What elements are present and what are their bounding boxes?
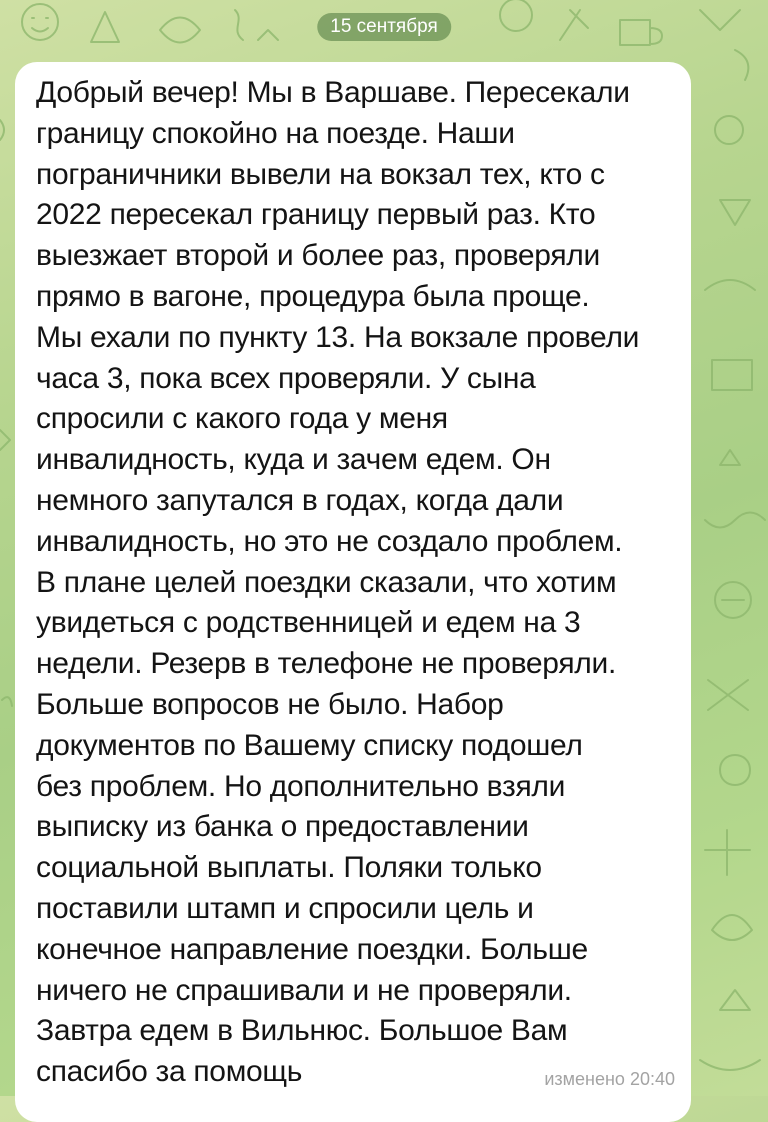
- message-line: границу спокойно на поезде. Наши: [36, 116, 515, 150]
- message-line: выписку из банка о предоставлении: [36, 810, 529, 844]
- message-line: увидеться с родственницей и едем на 3: [36, 606, 581, 640]
- message-line: Больше вопросов не было. Набор: [36, 687, 504, 721]
- message-time: 20:40: [629, 1069, 675, 1089]
- message-line: В плане целей поездки сказали, что хотим: [36, 565, 617, 599]
- message-line: Добрый вечер! Мы в Варшаве. Пересекали: [36, 76, 630, 109]
- message-line: Завтра едем в Вильнюс. Большое Вам: [36, 1014, 568, 1048]
- message-line: Мы ехали по пункту 13. На вокзале провели: [36, 320, 640, 354]
- message-line: выезжает второй и более раз, проверяли: [36, 239, 600, 273]
- message-line: инвалидность, куда и зачем едем. Он: [36, 443, 551, 477]
- message-line: без проблем. Но дополнительно взяли: [36, 769, 566, 803]
- message-line: часа 3, пока всех проверяли. У сына: [36, 361, 536, 395]
- message-line: социальной выплаты. Поляки только: [36, 851, 542, 885]
- message-line: ничего не спрашивали и не проверяли.: [36, 973, 572, 1007]
- edited-label: изменено: [544, 1069, 625, 1089]
- message-line: поставили штамп и спросили цель и: [36, 891, 534, 925]
- message-line: прямо в вагоне, процедура была проще.: [36, 279, 590, 313]
- message-line: недели. Резерв в телефоне не проверяли.: [36, 647, 616, 681]
- message-bubble[interactable]: [15, 62, 691, 1122]
- message-line: немного запутался в годах, когда дали: [36, 483, 564, 517]
- date-separator: 15 сентября: [317, 13, 451, 41]
- message-line: инвалидность, но это не создало проблем.: [36, 524, 623, 558]
- message-line: 2022 пересекал границу первый раз. Кто: [36, 198, 596, 232]
- message-line: документов по Вашему списку подошел: [36, 728, 583, 762]
- message-line: конечное направление поездки. Больше: [36, 932, 588, 966]
- message-line: спасибо за помощь: [36, 1055, 303, 1089]
- message-meta: [544, 1069, 675, 1090]
- message-text: [36, 73, 673, 1093]
- message-line: пограничники вывели на вокзал тех, кто с: [36, 157, 605, 191]
- message-line: спросили с какого года у меня: [36, 402, 448, 436]
